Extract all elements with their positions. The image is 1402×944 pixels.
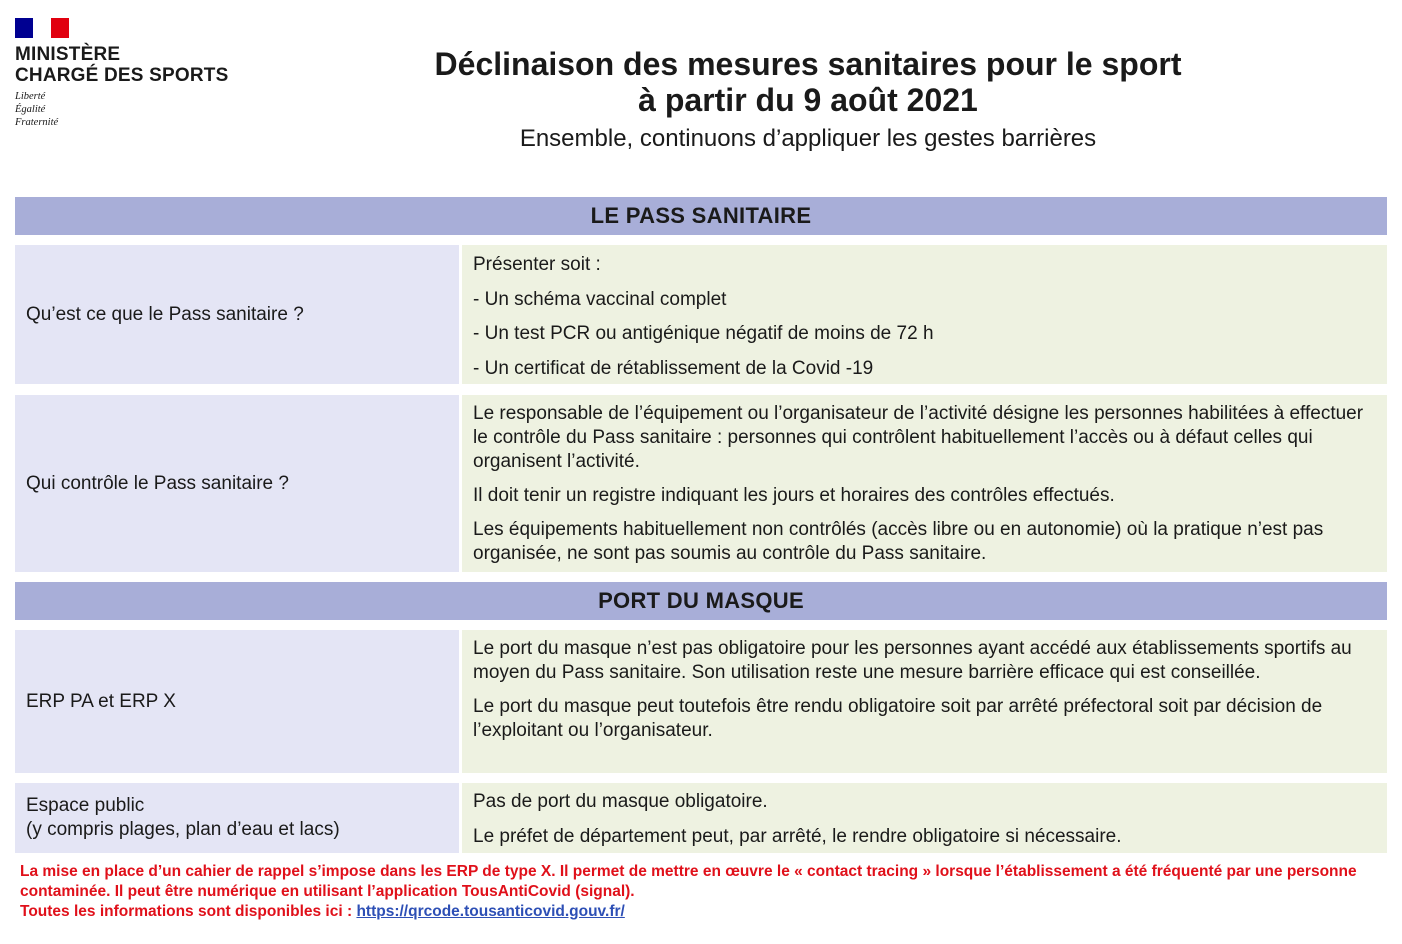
question-erp: ERP PA et ERP X (15, 630, 459, 773)
answer-paragraph: Le responsable de l’équipement ou l’organisateur de l’activité désigne les personnes habilitées à effectuer le contrôle du Pass sanitaire : personnes qui contrôlent habituellement l’accès ou à défaut celles qui organisent l’activité. (473, 403, 1364, 472)
footer-note-text: La mise en place d’un cahier de rappel s’impose dans les ERP de type X. Il permet de mettre en œuvre le « contact tracing » lorsque l’établissement a été fréquenté par une personne contaminée. Il peut être numérique en utilisant l’application TousAntiCovid (signal). (20, 863, 1357, 900)
answer-paragraph: Les équipements habituellement non contrôlés (accès libre ou en autonomie) où la pratique n’est pas organisée, ne sont pas soumis au contrôle du Pass sanitaire. (473, 519, 1324, 564)
page-title-line1: Déclinaison des mesures sanitaires pour le sport (434, 46, 1182, 82)
ministry-name-line2: CHARGÉ DES SPORTS (15, 65, 229, 86)
question-espace-public (15, 783, 459, 853)
question-who-controls-pass: Qui contrôle le Pass sanitaire ? (15, 395, 459, 572)
answer-line: Le préfet de département peut, par arrêté, le rendre obligatoire si nécessaire. (473, 825, 1122, 847)
ministry-logo (15, 18, 255, 129)
motto-egalite: Égalité (15, 104, 46, 115)
answer-line: Présenter soit : (473, 254, 601, 275)
motto-liberte: Liberté (15, 91, 46, 102)
question-line: (y compris plages, plan d’eau et lacs) (26, 819, 340, 840)
footer-info-line (20, 902, 1390, 922)
tousanticovid-link[interactable]: https://qrcode.tousanticovid.gouv.fr/ (356, 903, 625, 920)
republic-motto (15, 90, 255, 129)
answer-paragraph: Le port du masque n’est pas obligatoire pour les personnes ayant accédé aux établissements sportifs au moyen du Pass sanitaire. Son utilisation reste une mesure barrière efficace qui est conseillée. (473, 638, 1352, 683)
answer-what-is-pass (462, 245, 1387, 384)
section-header-pass-sanitaire: LE PASS SANITAIRE (15, 197, 1387, 235)
answer-line: - Un schéma vaccinal complet (473, 288, 727, 310)
motto-fraternite: Fraternité (15, 117, 59, 128)
footer-info-prefix: Toutes les informations sont disponibles ici : (20, 903, 353, 920)
question-line: Espace public (26, 795, 145, 816)
section-header-port-du-masque: PORT DU MASQUE (15, 582, 1387, 620)
footer-note (20, 862, 1390, 922)
page-subtitle: Ensemble, continuons d’appliquer les gestes barrières (519, 125, 1097, 152)
answer-erp (462, 630, 1387, 773)
answer-paragraph: Il doit tenir un registre indiquant les jours et horaires des contrôles effectués. (473, 485, 1115, 506)
answer-line: - Un test PCR ou antigénique négatif de moins de 72 h (473, 323, 934, 344)
question-what-is-pass: Qu’est ce que le Pass sanitaire ? (15, 245, 459, 384)
answer-who-controls-pass (462, 395, 1387, 572)
answer-espace-public (462, 783, 1387, 853)
answer-line: Pas de port du masque obligatoire. (473, 791, 768, 812)
marianne-flag-icon (15, 18, 69, 38)
ministry-name-line1: MINISTÈRE (15, 44, 121, 65)
answer-paragraph: Le port du masque peut toutefois être rendu obligatoire soit par arrêté préfectoral soit par décision de l’exploitant ou l’organisateur. (473, 696, 1323, 741)
page-title-line2: à partir du 9 août 2021 (638, 82, 978, 118)
answer-line: - Un certificat de rétablissement de la Covid -19 (473, 357, 874, 379)
